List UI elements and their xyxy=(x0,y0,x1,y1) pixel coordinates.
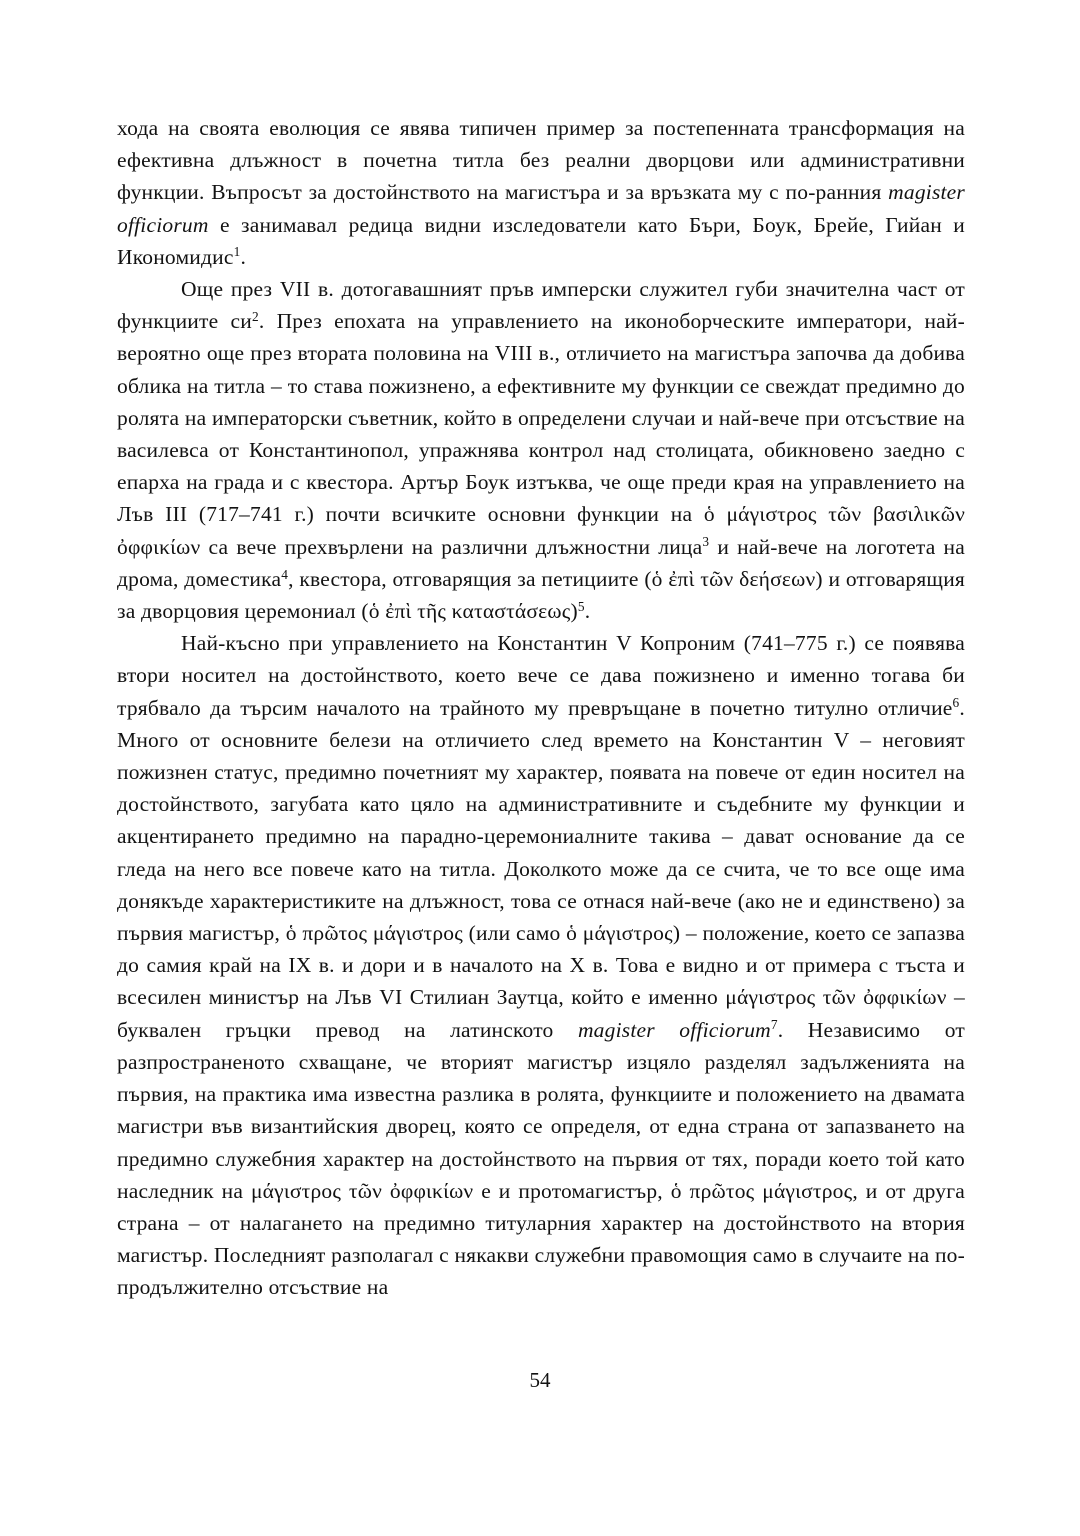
body-text: . През епохата на управлението на иконоборческите императори, най-вероятно още през втората половина на VIII в., отличието на магистъра започва да добива облика на титла – то става пожизнено, а ефективните му функции се свеждат предимно до ролята на императорски съветник, който в определени случаи и най-вече при отсъствие на василевса от Константинопол, упражнява контрол над столицата, обикновено заедно с епарха на града и с квестора. Артър Боук изтъква, че още преди края на управлението на Лъв III (717–741 г.) почти всичките основни функции на ὁ μάγιστρος τῶν βασιλικῶν ὀφφικίων са вече прехвърлени на различни длъжностни лица xyxy=(117,309,965,559)
body-text: хода на своята еволюция се явява типичен пример за постепенната трансформация на ефективна длъжност в почетна титла без реални дворцови или административни функции. Въпросът за достойнството на магистъра и за връзката му с по-ранния xyxy=(117,116,965,205)
body-text: . Много от основните белези на отличието след времето на Константин V – неговият пожизнен статус, предимно почетният му характер, появата на повече от един носител на достойнството, загубата като цяло на административните и съдебните му функции и акцентирането предимно на парадно-церемониалните такива – дават основание да се гледа на него все повече като на титла. Доколкото може да се счита, че то все още има донякъде характеристиките на длъжност, това се отнася най-вече (ако не и единствено) за първия магистър, ὁ πρῶτος μάγιστρος (или само ὁ μάγιστρος) – положение, което се запазва до самия край на IX в. и дори и в началото на X в. Това е видно и от примера с тъста и всесилен министър на Лъв VI Стилиан Заутца, който е именно μάγιστρος τῶν ὀφφικίων – буквален гръцки превод на латинското xyxy=(117,695,965,1042)
footnote-ref-5: 5 xyxy=(577,598,585,614)
latin-term: magister officiorum xyxy=(117,180,965,237)
body-text: е занимавал редица видни изследователи като Бъри, Боук, Брейе, Гийан и Икономидис xyxy=(117,212,965,269)
footnote-ref-2: 2 xyxy=(251,308,259,324)
body-text: . xyxy=(584,599,591,624)
footnote-ref-6: 6 xyxy=(952,695,960,711)
footnote-ref-4: 4 xyxy=(281,566,289,582)
footnote-ref-3: 3 xyxy=(702,534,710,550)
paragraph-3 xyxy=(117,627,965,1303)
latin-term: magister officiorum xyxy=(577,1017,771,1042)
page-number: 54 xyxy=(529,1368,551,1392)
body-text: и най-вече на логотета на дрома, доместика xyxy=(117,534,965,591)
body-text: Най-късно при управлението на Константин V Копроним (741–775 г.) се появява втори носител на достойнството, което вече се дава пожизнено и именно тогава би трябвало да търсим началото на трайното му превръщане в почетно титулно отличие xyxy=(117,631,965,720)
body-text: , квестора, отговарящия за петициите (ὁ ἐπὶ τῶν δεήσεων) и отговарящия за дворцовия церемониал (ὁ ἐπὶ τῆς καταστάσεως) xyxy=(117,566,965,624)
text-block xyxy=(117,112,965,1304)
body-text: Още през VII в. дотогавашният пръв имперски служител губи значителна част от функциите си xyxy=(117,277,965,334)
body-text: . Независимо от разпространеното схващане, че вторият магистър изцяло разделял задълженията на първия, на практика има известна разлика в ролята, функциите и положението на двамата магистри във византийския дворец, която се определя, от една страна от запазването на предимно служебния характер на достойнството на първия от тях, поради което той като наследник на μάγιστρος τῶν ὀφφικίων е и протомагистър, ὁ πρῶτος μάγιστρος, и от друга страна – от налагането на предимно титуларния характер на достойнството на втория магистър. Последният разполагал с някакви служебни правомощия само в случаите на по-продължително отсъствие на xyxy=(117,1017,965,1300)
footnote-ref-1: 1 xyxy=(233,244,241,260)
paragraph-1 xyxy=(117,112,965,273)
footnote-ref-7: 7 xyxy=(770,1017,778,1033)
paragraph-2 xyxy=(117,273,965,627)
body-text: . xyxy=(240,244,247,269)
